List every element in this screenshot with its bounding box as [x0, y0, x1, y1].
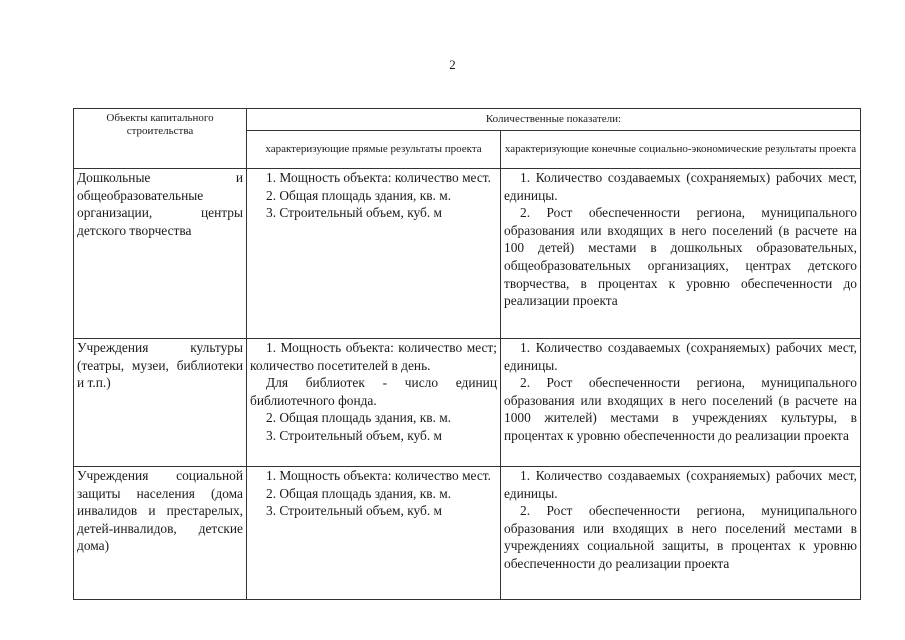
header-direct: характеризующие прямые результаты проекта [247, 131, 501, 169]
final-item: 2. Рост обеспеченности региона, муниципального образования или входящих в него поселений (в расчете на 1000 жителей) местами в учреждениях культуры, в процентах к уровню обеспеченности до реализации проекта [504, 375, 857, 443]
table-row [74, 339, 861, 467]
final-item: 2. Рост обеспеченности региона, муниципального образования или входящих в него поселений (в расчете на 100 детей) местами в дошкольных образовательных, общеобразовательных организациях, центрах детского творчества, в процентах к уровню обеспеченности до реализации проекта [504, 205, 857, 309]
final-cell [501, 339, 861, 467]
object-text: Учреждения социальной защиты населения (дома инвалидов и престарелых, детей-инвалидов, детские дома) [77, 468, 243, 554]
object-text: Дошкольные и общеобразовательные организации, центры детского творчества [77, 170, 243, 238]
header-final: характеризующие конечные социально-экономические результаты проекта [501, 131, 861, 169]
final-cell [501, 169, 861, 339]
table-row [74, 467, 861, 600]
final-cell [501, 467, 861, 600]
header-row-1 [74, 109, 861, 131]
final-item: 2. Рост обеспеченности региона, муниципального образования или входящих в него поселений местами в учреждениях социальной защиты, в процентах к уровню обеспеченности до реализации проекта [504, 503, 857, 571]
direct-item: 3. Строительный объем, куб. м [266, 205, 443, 221]
indicators-table [73, 108, 861, 600]
direct-item: 2. Общая площадь здания, кв. м. [266, 410, 452, 426]
direct-item: 1. Мощность объекта: количество мест; количество посетителей в день. [250, 340, 497, 373]
direct-cell [247, 467, 501, 600]
object-cell [74, 339, 247, 467]
object-text: Учреждения культуры (театры, музеи, библиотеки и т.п.) [77, 340, 243, 391]
direct-cell [247, 169, 501, 339]
direct-item: 3. Строительный объем, куб. м [266, 503, 443, 519]
page-number: 2 [449, 57, 456, 72]
final-item: 1. Количество создаваемых (сохраняемых) рабочих мест, единицы. [504, 340, 857, 373]
header-quantitative: Количественные показатели: [247, 109, 861, 131]
final-item: 1. Количество создаваемых (сохраняемых) рабочих мест, единицы. [504, 468, 857, 501]
direct-item: 1. Мощность объекта: количество мест. [266, 468, 491, 483]
direct-cell [247, 339, 501, 467]
direct-item: Для библиотек - число единиц библиотечного фонда. [250, 375, 497, 408]
table-row [74, 169, 861, 339]
object-cell [74, 169, 247, 339]
object-cell [74, 467, 247, 600]
direct-item: 1. Мощность объекта: количество мест. [266, 170, 491, 185]
header-objects: Объекты капитального строительства [74, 109, 247, 169]
direct-item: 2. Общая площадь здания, кв. м. [266, 187, 452, 203]
direct-item: 2. Общая площадь здания, кв. м. [266, 485, 452, 501]
final-item: 1. Количество создаваемых (сохраняемых) рабочих мест, единицы. [504, 170, 857, 203]
direct-item: 3. Строительный объем, куб. м [266, 427, 443, 443]
